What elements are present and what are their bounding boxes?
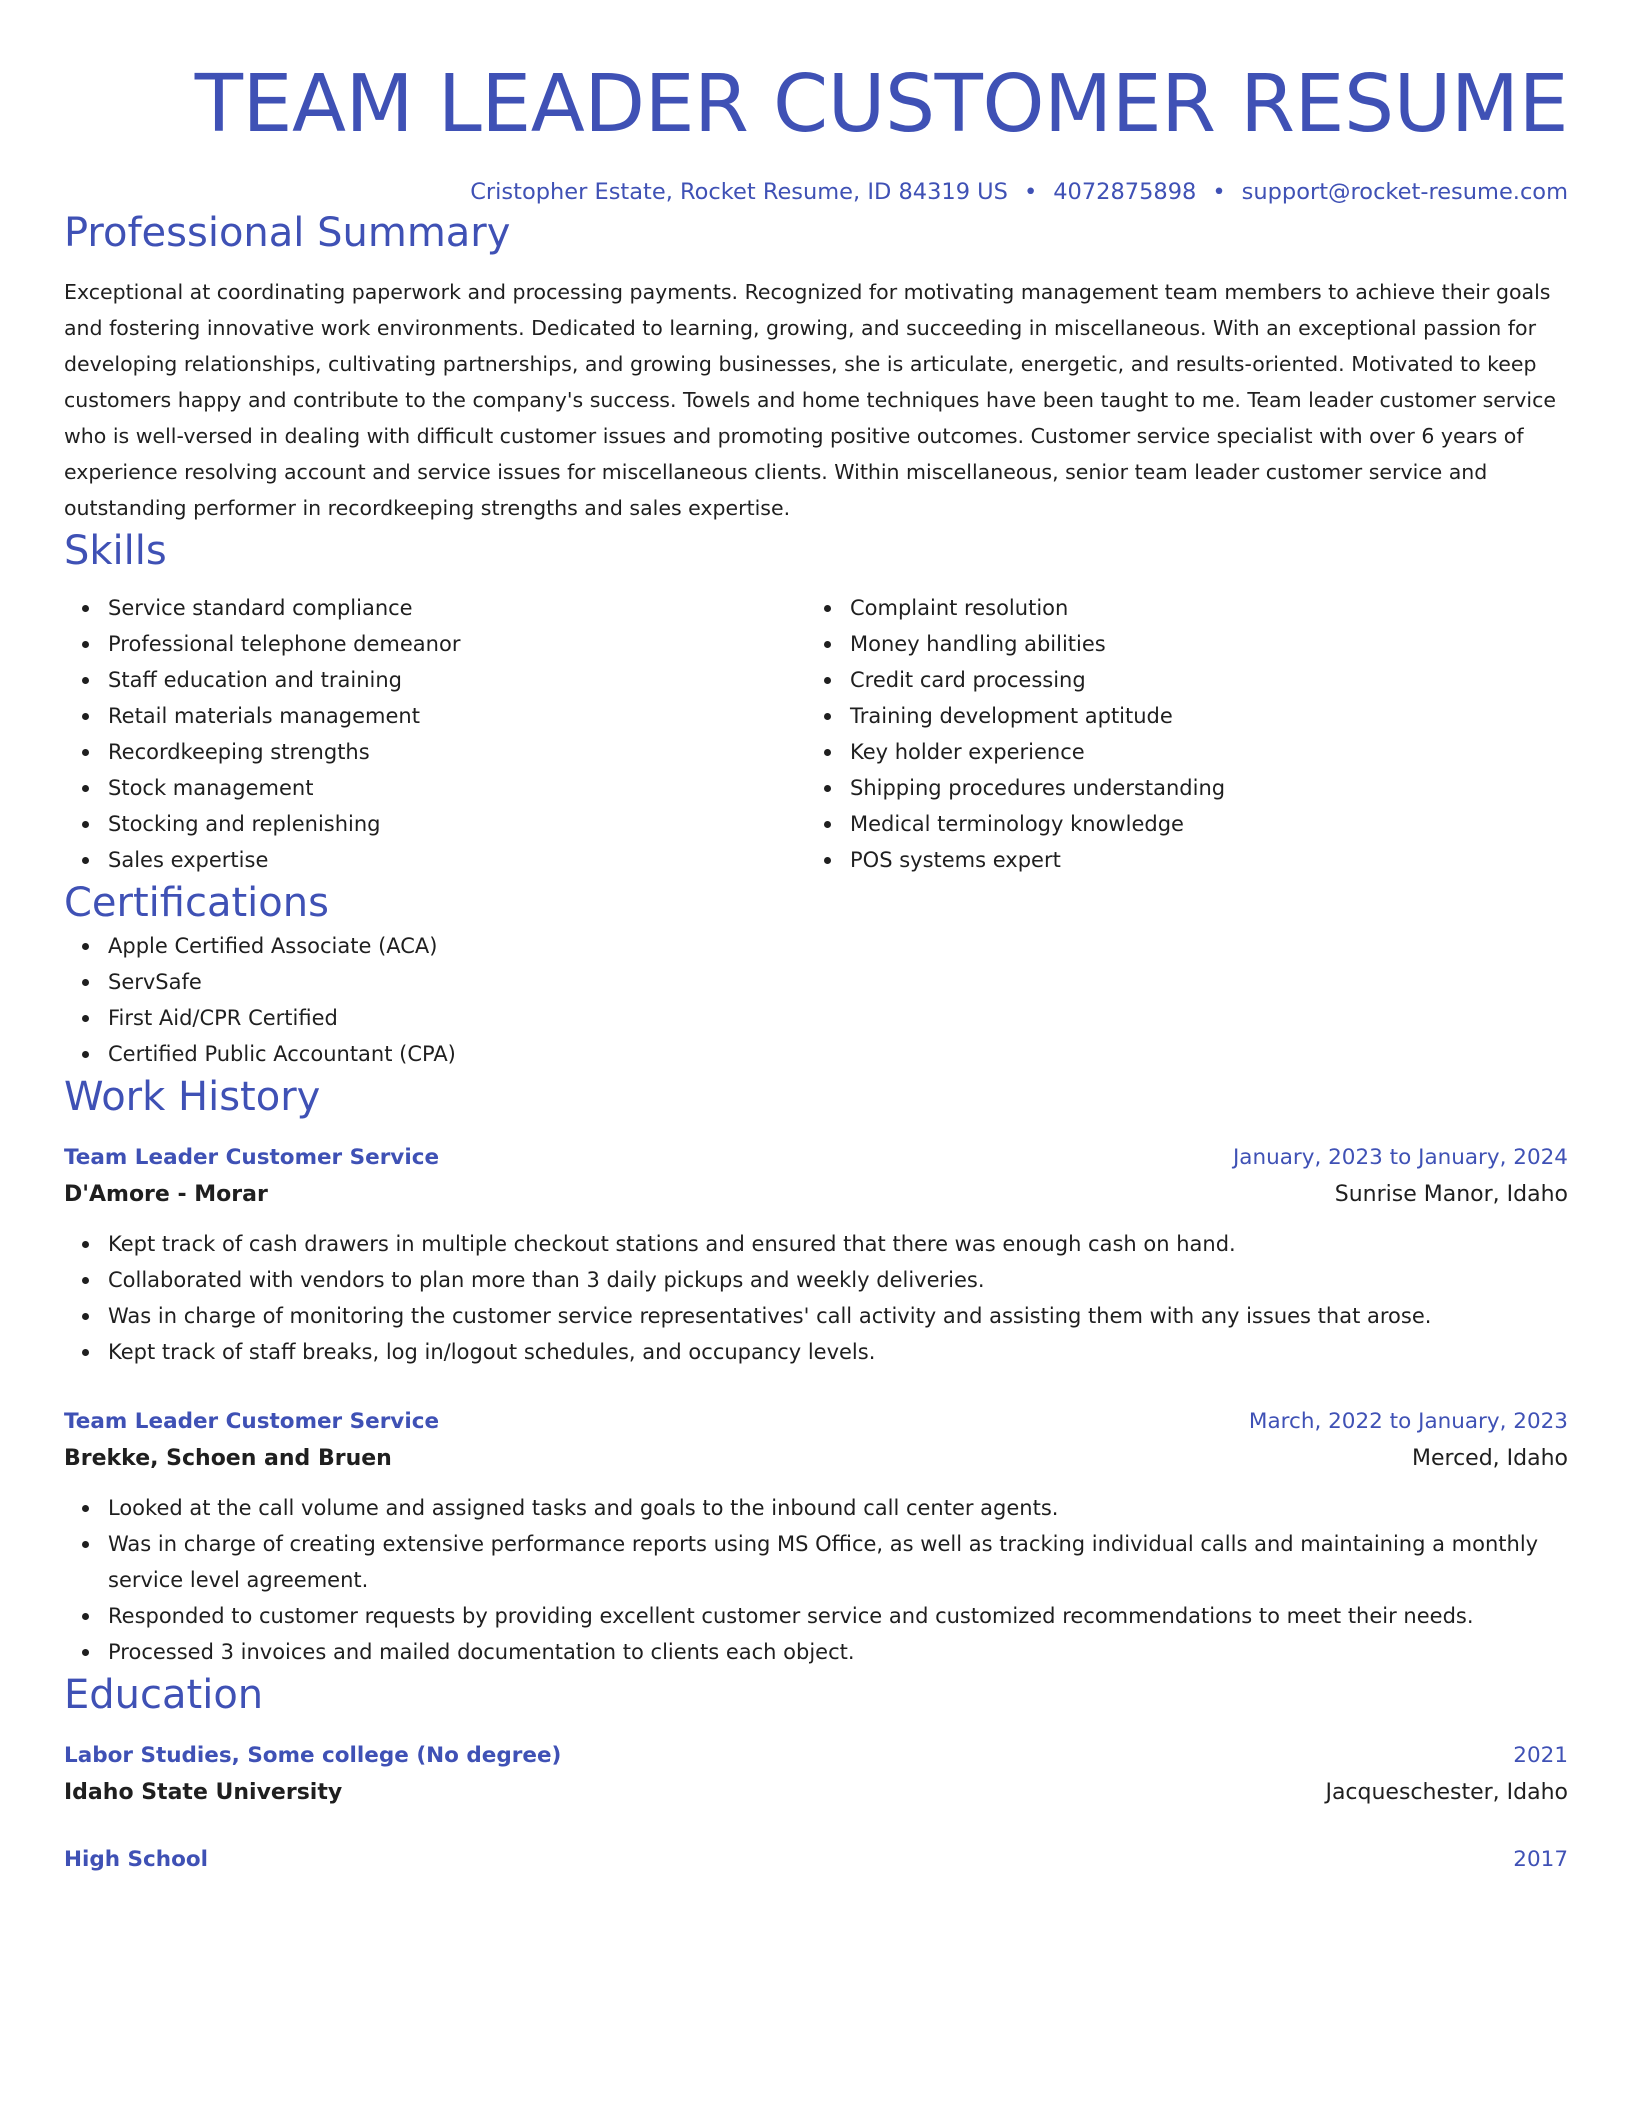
job-company: Brekke, Schoen and Bruen — [64, 1446, 392, 1471]
job-bullet: Was in charge of monitoring the customer service representatives' call activity and assisting them with any issues that arose. — [108, 1298, 1568, 1334]
education-header-row — [64, 1842, 1568, 1878]
job-header-row — [64, 1404, 1568, 1440]
job-entry — [64, 1140, 1568, 1370]
skill-item: Professional telephone demeanor — [108, 626, 806, 662]
work-history-heading: Work History — [64, 1074, 321, 1120]
skills-column-right — [806, 590, 1548, 878]
education-header-row — [64, 1738, 1568, 1774]
skill-item: Money handling abilities — [850, 626, 1548, 662]
skill-item: Credit card processing — [850, 662, 1548, 698]
contact-email[interactable]: support@rocket-resume.com — [1241, 179, 1568, 205]
skill-item: Retail materials management — [108, 698, 806, 734]
education-year: 2021 — [1513, 1743, 1568, 1768]
education-location: Jacqueschester, Idaho — [1325, 1780, 1568, 1805]
job-bullet: Collaborated with vendors to plan more than 3 daily pickups and weekly deliveries. — [108, 1262, 1568, 1298]
skills-list-left — [64, 590, 806, 878]
job-bullet: Looked at the call volume and assigned tasks and goals to the inbound call center agents. — [108, 1490, 1568, 1526]
contact-line — [64, 176, 1568, 208]
summary-heading: Professional Summary — [64, 210, 511, 256]
certification-item: ServSafe — [108, 964, 1568, 1000]
certification-item: Certified Public Accountant (CPA) — [108, 1036, 1568, 1072]
job-location: Sunrise Manor, Idaho — [1334, 1182, 1568, 1207]
skills-list-right — [806, 590, 1548, 878]
contact-separator: • — [1212, 179, 1226, 205]
skill-item: Recordkeeping strengths — [108, 734, 806, 770]
skill-item: Stock management — [108, 770, 806, 806]
education-entry — [64, 1842, 1568, 1878]
skills-heading: Skills — [64, 528, 167, 574]
skill-item: Training development aptitude — [850, 698, 1548, 734]
skill-item: Sales expertise — [108, 842, 806, 878]
job-title: Team Leader Customer Service — [64, 1409, 440, 1434]
skill-item: Staff education and training — [108, 662, 806, 698]
contact-address: Cristopher Estate, Rocket Resume, ID 84319 US — [470, 179, 1008, 205]
skill-item: Stocking and replenishing — [108, 806, 806, 842]
certification-item: First Aid/CPR Certified — [108, 1000, 1568, 1036]
job-entry — [64, 1404, 1568, 1670]
skill-item: Shipping procedures understanding — [850, 770, 1548, 806]
skill-item: POS systems expert — [850, 842, 1548, 878]
skills-column-left — [64, 590, 806, 878]
skills-grid — [64, 590, 1568, 878]
education-heading: Education — [64, 1672, 264, 1718]
education-school: Idaho State University — [64, 1780, 343, 1805]
skill-item: Service standard compliance — [108, 590, 806, 626]
job-bullet: Processed 3 invoices and mailed documentation to clients each object. — [108, 1634, 1568, 1670]
education-degree: Labor Studies, Some college (No degree) — [64, 1743, 562, 1768]
job-title: Team Leader Customer Service — [64, 1145, 440, 1170]
job-dates: January, 2023 to January, 2024 — [1232, 1145, 1568, 1170]
resume-title: TEAM LEADER CUSTOMER RESUME — [194, 58, 1568, 150]
education-year: 2017 — [1513, 1847, 1568, 1872]
education-entry — [64, 1738, 1568, 1812]
certifications-list — [64, 928, 1568, 1072]
job-dates: March, 2022 to January, 2023 — [1248, 1409, 1568, 1434]
job-company-row — [64, 1176, 1568, 1214]
job-location: Merced, Idaho — [1412, 1446, 1568, 1471]
education-school-row — [64, 1774, 1568, 1812]
education-degree: High School — [64, 1847, 208, 1872]
summary-text: Exceptional at coordinating paperwork and processing payments. Recognized for motivating management team members to achieve their goals and fostering innovative work environments. Dedicated to learning, growing, and succeeding in miscellaneous. With an exceptional passion for developing relationships, cultivating partnerships, and growing businesses, she is articulate, energetic, and results-oriented. Motivated to keep customers happy and contribute to the company's success. Towels and home techniques have been taught to me. Team leader customer service who is well-versed in dealing with difficult customer issues and promoting positive outcomes. Customer service specialist with over 6 years of experience resolving account and service issues for miscellaneous clients. Within miscellaneous, senior team leader customer service and outstanding performer in recordkeeping strengths and sales expertise. — [64, 280, 1557, 520]
certification-item: Apple Certified Associate (ACA) — [108, 928, 1568, 964]
skill-item: Medical terminology knowledge — [850, 806, 1548, 842]
job-bullet: Kept track of cash drawers in multiple checkout stations and ensured that there was enough cash on hand. — [108, 1226, 1568, 1262]
skill-item: Complaint resolution — [850, 590, 1548, 626]
job-bullet: Responded to customer requests by providing excellent customer service and customized recommendations to meet their needs. — [108, 1598, 1568, 1634]
contact-separator: • — [1023, 179, 1038, 205]
job-bullet: Kept track of staff breaks, log in/logout schedules, and occupancy levels. — [108, 1334, 1568, 1370]
job-bullet: Was in charge of creating extensive performance reports using MS Office, as well as tracking individual calls and maintaining a monthly service level agreement. — [108, 1526, 1568, 1598]
contact-phone[interactable]: 4072875898 — [1053, 179, 1197, 205]
job-company-row — [64, 1440, 1568, 1478]
job-bullets — [64, 1226, 1568, 1370]
skill-item: Key holder experience — [850, 734, 1548, 770]
job-header-row — [64, 1140, 1568, 1176]
certifications-heading: Certifications — [64, 880, 329, 926]
job-bullets — [64, 1490, 1568, 1670]
job-company: D'Amore - Morar — [64, 1182, 268, 1207]
